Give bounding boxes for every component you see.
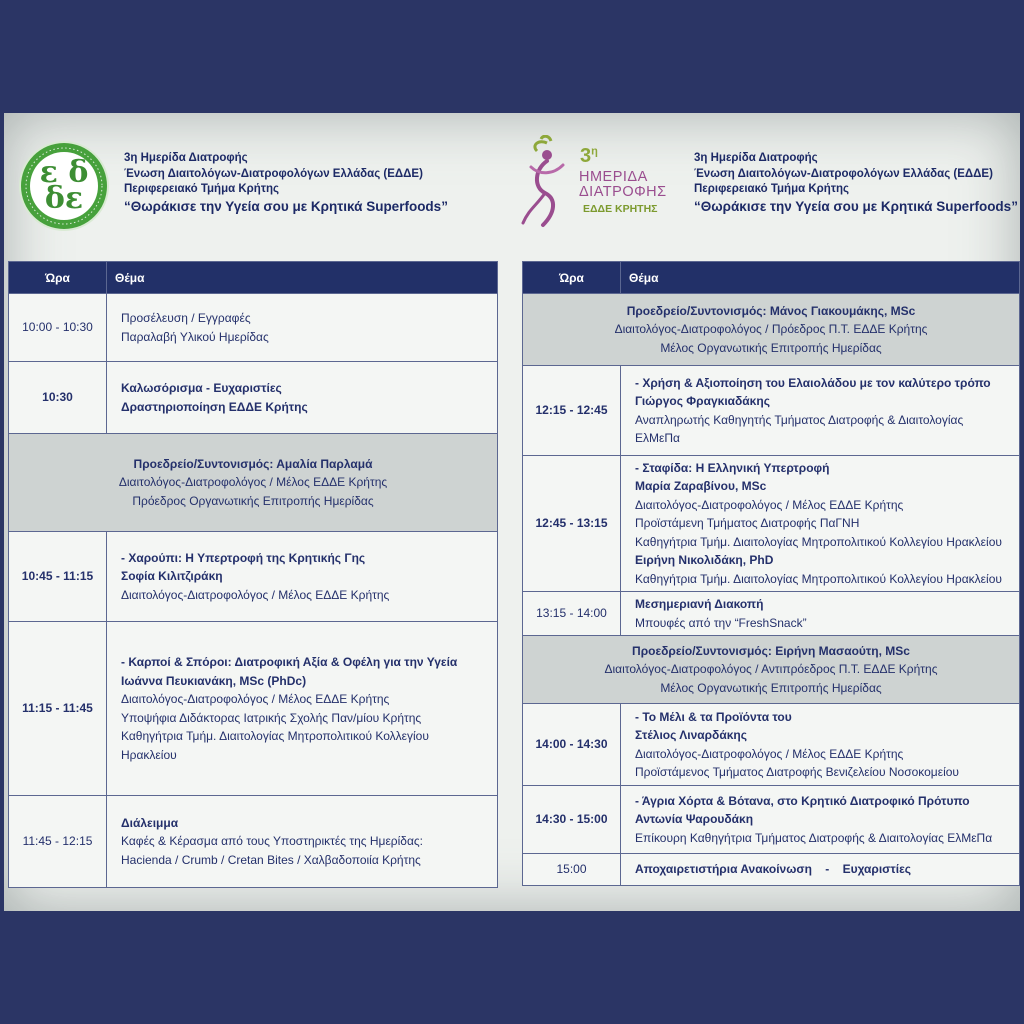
speaker-role: Διαιτολόγος-Διατροφολόγος / Μέλος ΕΔΔΕ Κρήτης — [121, 587, 390, 602]
session-topic — [621, 366, 1020, 456]
table-row — [9, 532, 498, 622]
table-row — [523, 854, 1020, 886]
topic-title: - Σταφίδα: Η Ελληνική Υπερτροφή — [635, 460, 830, 475]
table-row — [523, 366, 1020, 456]
sponsors-list: Hacienda / Crumb / Cretan Bites / Χαλβαδοποιία Κρήτης — [121, 852, 421, 867]
session-topic — [107, 294, 498, 362]
chair-role: Διαιτολόγος-Διατροφολόγος / Πρόεδρος Π.Τ. ΕΔΔΕ Κρήτης — [614, 322, 928, 337]
speaker-name: Ιωάννα Πευκιανάκη, MSc (PhDc) — [121, 673, 307, 688]
page-header — [512, 113, 1020, 243]
topic-title: Διάλειμμα — [121, 815, 179, 830]
schedule-table — [522, 261, 1020, 886]
edde-logo-ring-text — [21, 143, 107, 229]
session-topic — [107, 796, 498, 888]
table-row — [9, 796, 498, 888]
speaker-role: Διαιτολόγος-Διατροφολόγος / Μέλος ΕΔΔΕ Κρήτης — [635, 746, 904, 761]
chair-info — [523, 294, 1020, 366]
topic-line: Καφές & Κέρασμα από τους Υποστηρικτές της Ημερίδας: — [121, 834, 424, 849]
event-title: 3η Ημερίδα Διατροφής — [694, 152, 818, 164]
hmerida-logo — [517, 135, 682, 231]
table-row — [523, 704, 1020, 786]
session-topic — [621, 456, 1020, 592]
logo-word-diatrofis: ΔΙΑΤΡΟΦΗΣ — [579, 184, 667, 200]
chair-name: Προεδρείο/Συντονισμός: Ειρήνη Μασαούτη, MSc — [632, 643, 910, 658]
logo-word-hmerida: ΗΜΕΡΙΔΑ — [579, 169, 648, 185]
session-topic — [621, 592, 1020, 636]
program-page-left — [4, 113, 500, 911]
page-header — [4, 113, 500, 243]
chair-info — [523, 636, 1020, 704]
speaker-name: Μαρία Ζαραβίνου, MSc — [635, 479, 767, 494]
chair-role: Μέλος Οργανωτικής Επιτροπής Ημερίδας — [660, 680, 882, 695]
speaker-role: Προϊστάμενος Τμήματος Διατροφής Βενιζελείου Νοσοκομείου — [635, 765, 959, 779]
chair-row — [523, 294, 1020, 366]
speaker-role: Προϊστάμενη Τμήματος Διατροφής ΠαΓΝΗ — [635, 516, 860, 531]
session-time: 12:45 - 13:15 — [523, 456, 621, 592]
speaker-role: Διαιτολόγος-Διατροφολόγος / Μέλος ΕΔΔΕ Κρήτης — [635, 497, 904, 512]
edition-number-suffix: η — [591, 145, 598, 158]
topic-column-header: Θέμα — [107, 262, 498, 294]
speaker-name: Γιώργος Φραγκιαδάκης — [635, 394, 770, 408]
table-row — [9, 294, 498, 362]
edition-number-digit: 3 — [580, 145, 592, 167]
event-slogan: “Θωράκισε την Υγεία σου με Κρητικά Superfoods” — [124, 198, 448, 214]
header-text — [694, 151, 1018, 215]
topic-title: - Το Μέλι & τα Προϊόντα του — [635, 709, 792, 724]
speaker-name: Σοφία Κιλιτζιράκη — [121, 569, 223, 584]
event-title: 3η Ημερίδα Διατροφής — [124, 152, 248, 164]
chair-info — [9, 434, 498, 532]
topic-title: - Χρήση & Αξιοποίηση του Ελαιολάδου με τον καλύτερο τρόπο — [635, 375, 991, 390]
chair-role: Μέλος Οργανωτικής Επιτροπής Ημερίδας — [660, 340, 882, 355]
topic-column-header: Θέμα — [621, 262, 1020, 294]
schedule-table — [8, 261, 498, 888]
topic-title: Αποχαιρετιστήρια Ανακοίνωση - Ευχαριστίες — [635, 862, 912, 877]
chair-name: Προεδρείο/Συντονισμός: Μάνος Γιακουμάκης, MSc — [626, 303, 916, 318]
session-topic — [621, 704, 1020, 786]
organization-name: Ένωση Διαιτολόγων-Διατροφολόγων Ελλάδας (ΕΔΔΕ) — [124, 167, 423, 180]
session-time: 10:30 — [9, 362, 107, 434]
topic-title: Μεσημεριανή Διακοπή — [635, 597, 764, 611]
speaker-name: Ειρήνη Νικολιδάκη, PhD — [635, 553, 774, 568]
chair-name: Προεδρείο/Συντονισμός: Αμαλία Παρλαμά — [133, 456, 373, 471]
event-slogan: “Θωράκισε την Υγεία σου με Κρητικά Superfoods” — [694, 198, 1018, 214]
session-time: 14:00 - 14:30 — [523, 704, 621, 786]
speaker-role: Καθηγήτρια Τμήμ. Διαιτολογίας Μητροπολιτικού Κολλεγίου Ηρακλείου — [635, 534, 1002, 549]
topic-title: - Καρποί & Σπόροι: Διατροφική Αξία & Οφέλη για την Υγεία — [121, 655, 458, 669]
speaker-role: Επίκουρη Καθηγήτρια Τμήματος Διατροφής & Διαιτολογίας ΕλΜεΠα — [635, 830, 993, 845]
speaker-role: Υποψήφια Διδάκτορας Ιατρικής Σχολής Παν/μίου Κρήτης — [121, 710, 422, 725]
time-column-header: Ώρα — [9, 262, 107, 294]
session-time: 13:15 - 14:00 — [523, 592, 621, 636]
organization-name: Ένωση Διαιτολόγων-Διατροφολόγων Ελλάδας (ΕΔΔΕ) — [694, 167, 993, 180]
header-text — [124, 151, 448, 215]
topic-line: Προσέλευση / Εγγραφές — [121, 311, 251, 325]
chair-role: Πρόεδρος Οργανωτικής Επιτροπής Ημερίδας — [132, 493, 374, 508]
edde-logo — [21, 143, 107, 229]
speaker-name: Στέλιος Λιναρδάκης — [635, 728, 747, 742]
edde-logo-monogram: ε δ δε — [39, 155, 89, 216]
topic-line: Δραστηριοποίηση ΕΔΔΕ Κρήτης — [121, 399, 308, 414]
speaker-role: Καθηγήτρια Τμήμ. Διαιτολογίας Μητροπολιτικού Κολλεγίου — [121, 729, 429, 743]
session-topic — [621, 854, 1020, 886]
session-time: 10:00 - 10:30 — [9, 294, 107, 362]
session-topic — [107, 532, 498, 622]
table-row — [523, 786, 1020, 854]
regional-department: Περιφερειακό Τμήμα Κρήτης — [694, 183, 849, 195]
session-time: 15:00 — [523, 854, 621, 886]
speaker-role: Ηρακλείου — [121, 747, 177, 762]
speaker-role: ΕλΜεΠα — [635, 431, 680, 445]
session-time: 11:45 - 12:15 — [9, 796, 107, 888]
topic-line: Μπουφές από την “FreshSnack” — [635, 615, 807, 630]
topic-title: - Χαρούπι: Η Υπερτροφή της Κρητικής Γης — [121, 550, 366, 565]
table-row — [9, 622, 498, 796]
speaker-name: Αντωνία Ψαρουδάκη — [635, 812, 754, 827]
chair-role: Διαιτολόγος-Διατροφολόγος / Μέλος ΕΔΔΕ Κρήτης — [118, 475, 388, 490]
session-time: 12:15 - 12:45 — [523, 366, 621, 456]
speaker-role: Αναπληρωτής Καθηγητής Τμήματος Διατροφής & Διαιτολογίας — [635, 412, 964, 427]
time-column-header: Ώρα — [523, 262, 621, 294]
chair-row — [523, 636, 1020, 704]
table-row — [523, 456, 1020, 592]
table-row — [9, 362, 498, 434]
session-topic — [621, 786, 1020, 854]
speaker-role: Καθηγήτρια Τμήμ. Διαιτολογίας Μητροπολιτικού Κολλεγίου Ηρακλείου — [635, 571, 1002, 586]
session-time: 10:45 - 11:15 — [9, 532, 107, 622]
session-topic — [107, 362, 498, 434]
table-row — [523, 592, 1020, 636]
session-time: 11:15 - 11:45 — [9, 622, 107, 796]
speaker-role: Διαιτολόγος-Διατροφολόγος / Μέλος ΕΔΔΕ Κρήτης — [121, 692, 390, 706]
regional-department: Περιφερειακό Τμήμα Κρήτης — [124, 183, 279, 195]
program-page-right — [512, 113, 1020, 911]
topic-title: - Άγρια Χόρτα & Βότανα, στο Κρητικό Διατροφικό Πρότυπο — [635, 793, 970, 808]
session-time: 14:30 - 15:00 — [523, 786, 621, 854]
logo-word-edde-kritis: ΕΔΔΕ ΚΡΗΤΗΣ — [583, 203, 658, 215]
chair-row — [9, 434, 498, 532]
chair-role: Διαιτολόγος-Διατροφολόγος / Αντιπρόεδρος Π.Τ. ΕΔΔΕ Κρήτης — [604, 662, 938, 677]
table-header-row — [9, 262, 498, 294]
program-brochure — [4, 113, 1020, 911]
dancer-figure-icon — [517, 135, 577, 231]
edition-number — [580, 145, 598, 168]
table-header-row — [523, 262, 1020, 294]
topic-title: Καλωσόρισμα - Ευχαριστίες — [121, 381, 282, 395]
topic-line: Παραλαβή Υλικού Ημερίδας — [121, 329, 269, 344]
session-topic — [107, 622, 498, 796]
